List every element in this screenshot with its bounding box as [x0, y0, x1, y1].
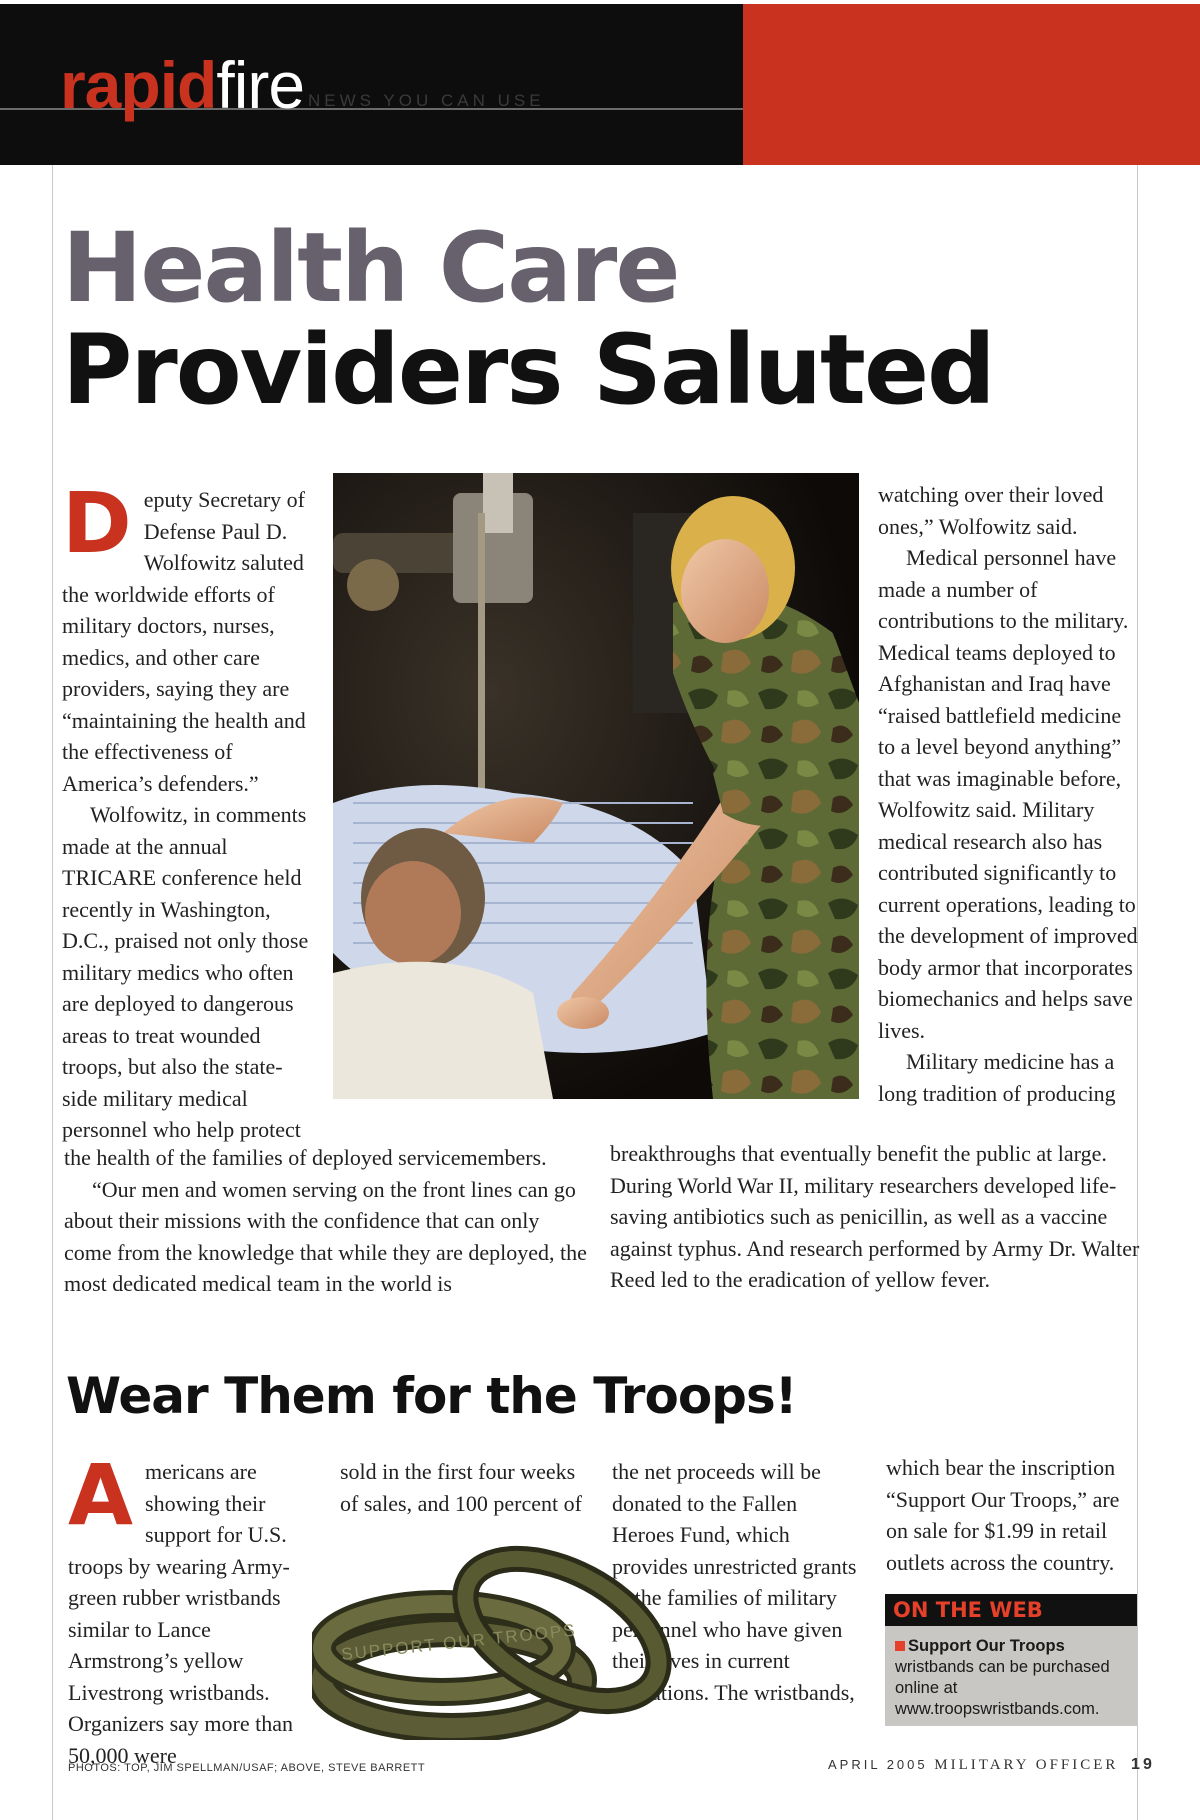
paragraph: which bear the inscription “Support Our Troops,” are on sale for $1.99 in retail outlets across the country. — [886, 1455, 1120, 1575]
issue-date: APRIL 2005 — [828, 1757, 928, 1772]
paragraph-text: eputy Secretary of Defense Paul D. Wolfowitz saluted the worldwide efforts of military doctors, nurses, medics, and other care providers, saying they are “maintaining the health and the effectiveness of America’s defenders.” — [62, 487, 306, 796]
logo-rapid: rapid — [60, 48, 217, 122]
on-the-web-link-text[interactable]: wristbands can be purchased online at www.troopswristbands.com. — [895, 1658, 1110, 1718]
logo-fire: fire — [216, 48, 305, 122]
article-column-bottom-right — [610, 1138, 1140, 1296]
drop-cap: D — [62, 474, 132, 572]
wristbands-photo — [312, 1520, 672, 1740]
headline-line-1: Health Care — [62, 212, 679, 324]
photo-credit: PHOTOS: TOP, JIM SPELLMAN/USAF; ABOVE, STEVE BARRETT — [68, 1762, 426, 1774]
on-the-web-body — [885, 1626, 1137, 1720]
photo-illustration — [333, 473, 859, 1099]
headline-line-2: Providers Saluted — [62, 314, 994, 426]
section-tagline: NEWS YOU CAN USE — [308, 91, 545, 110]
section-logo — [60, 48, 305, 122]
square-bullet-icon — [895, 1641, 905, 1651]
article-column-right — [878, 479, 1140, 1109]
article-photo — [333, 473, 859, 1099]
wristbands-illustration — [312, 1520, 672, 1740]
sidebar-column-1 — [68, 1446, 320, 1771]
on-the-web-lead: Support Our Troops — [908, 1637, 1065, 1655]
page-number: 19 — [1131, 1756, 1155, 1773]
magazine-name: MILITARY OFFICER — [934, 1757, 1119, 1773]
article-headline — [62, 212, 994, 426]
paragraph: breakthroughs that eventually benefit the public at large. During World War II, military researchers developed life-saving antibiotics such as penicillin, as well as a vaccine against typhus. And research performed by Army Dr. Walter Reed led to the eradication of yellow fever. — [610, 1141, 1140, 1292]
banner-red-panel — [743, 4, 1200, 165]
paragraph — [62, 474, 314, 799]
paragraph: watching over their loved ones,” Wolfowitz said. — [878, 482, 1104, 539]
page-folio — [828, 1756, 1155, 1774]
paragraph: Military medicine has a long tradition of producing — [878, 1049, 1116, 1106]
sidebar-article-headline: Wear Them for the Troops! — [66, 1367, 797, 1425]
paragraph: Medical personnel have made a number of contributions to the military. Medical teams deployed to Afghanistan and Iraq have “raised battlefield medicine to a level beyond anything” that was imaginable before, Wolfowitz said. Military medical research also has contributed significantly to current operations, leading to the development of improved body armor that incorporates biomechanics and helps save lives. — [878, 545, 1138, 1043]
paragraph-text: mericans are showing their support for U.S. troops by wearing Army-green rubber wristbands similar to Lance Armstrong’s yellow Livestrong wristbands. Organizers say more than 50,000 were — [68, 1459, 294, 1768]
on-the-web-heading: ON THE WEB — [885, 1594, 1137, 1626]
header-banner — [0, 0, 1200, 165]
sidebar-column-4 — [886, 1452, 1140, 1578]
wristband-inscription: SUPPORT OUR TROOPS — [340, 1620, 578, 1664]
paragraph: Wolfowitz, in comments made at the annual TRICARE conference held recently in Washington, D.C., praised not only those military medics who often are deployed to dangerous areas to treat wounded troops, but also the state-side military medical personnel who help protect — [62, 802, 309, 1142]
drop-cap: A — [68, 1446, 134, 1544]
page-frame-left — [52, 165, 53, 1820]
sidebar-column-2 — [340, 1456, 590, 1519]
paragraph: the net proceeds will be donated to the Fallen Heroes Fund, which provides unrestricted grants to the families of military personnel who have given their lives in current operations. The wristbands, — [612, 1459, 857, 1705]
article-column-bottom-left — [64, 1142, 592, 1300]
paragraph — [68, 1446, 320, 1771]
article-column-left — [62, 474, 314, 1146]
paragraph: the health of the families of deployed servicemembers. — [64, 1145, 547, 1170]
on-the-web-box — [885, 1594, 1137, 1726]
paragraph: “Our men and women serving on the front lines can go about their missions with the confidence that can only come from the knowledge that while they are deployed, the most dedicated medical team in the world is — [64, 1176, 587, 1296]
paragraph: sold in the first four weeks of sales, and 100 percent of — [340, 1459, 582, 1516]
